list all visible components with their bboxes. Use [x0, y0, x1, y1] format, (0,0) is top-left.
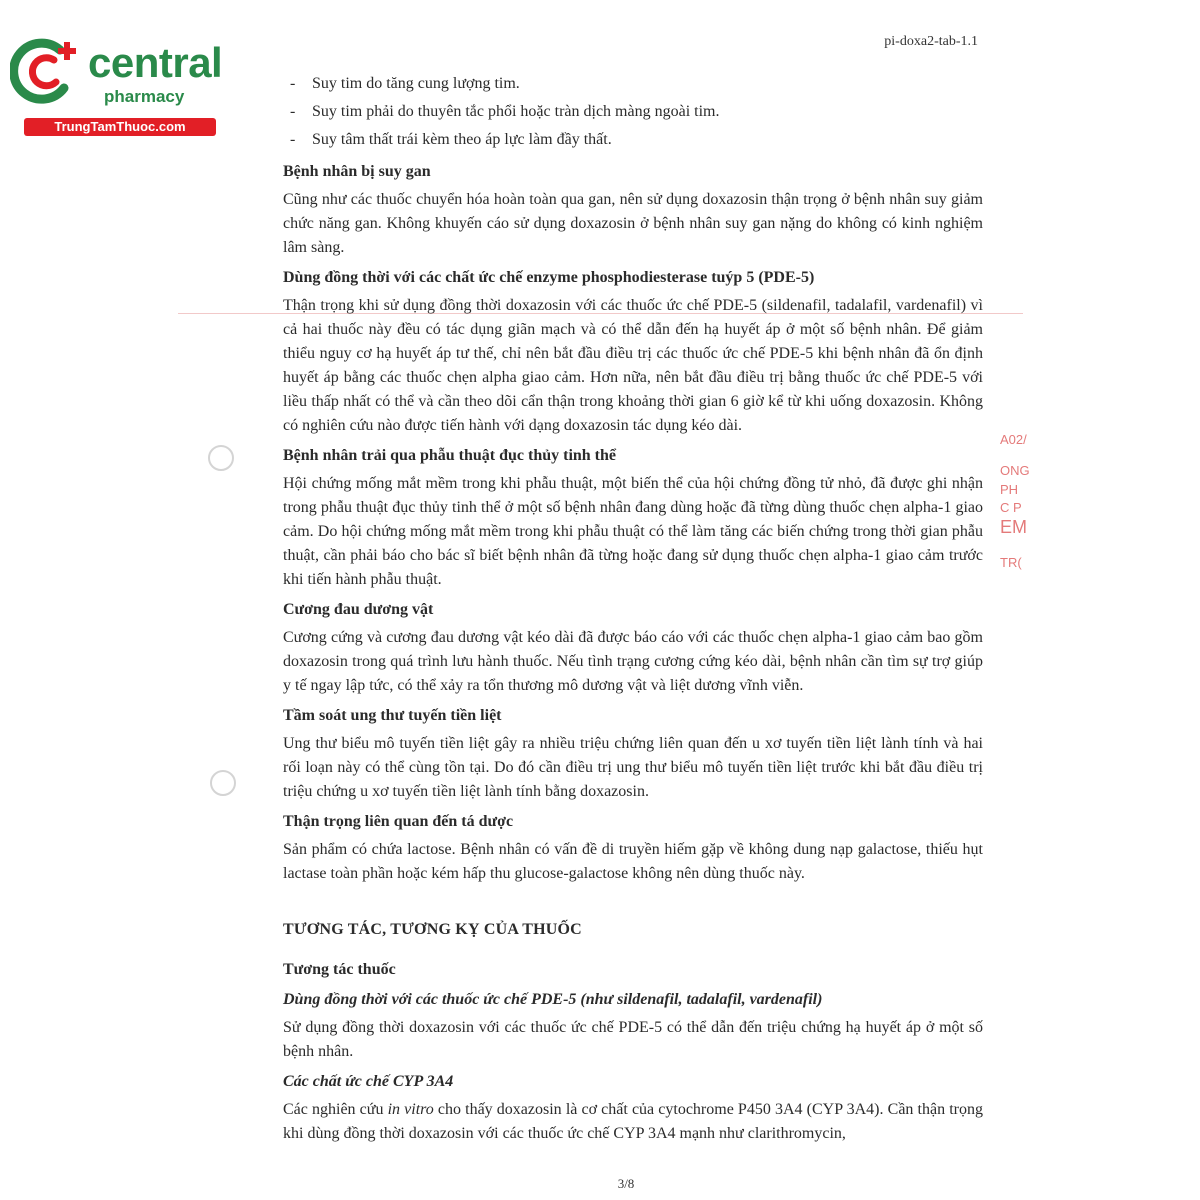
stamp-fragment: TR( [1000, 555, 1022, 570]
logo-brand-subtitle: pharmacy [104, 87, 185, 106]
section-paragraph: Thận trọng khi sử dụng đồng thời doxazosin với các thuốc ức chế PDE-5 (sildenafil, tadalafil, vardenafil) vì cả hai thuốc này đều có tác dụng giãn mạch và có thể dẫn đến hạ huyết áp ở một số bệnh nhân. Để giảm thiểu nguy cơ hạ huyết áp tư thế, chỉ nên bắt đầu điều trị các thuốc ức chế PDE-5 khi bệnh nhân đã ổn định huyết áp bằng các thuốc chẹn alpha giao cảm. Hơn nữa, nên bắt đầu điều trị bằng thuốc ức chế PDE-5 với liều thấp nhất có thể và cần theo dõi cẩn thận trong khoảng thời gian 6 giờ kể từ khi uống doxazosin. Không có nghiên cứu nào được tiến hành với dạng doxazosin tác dụng kéo dài. [283, 297, 983, 434]
section-heading: Bệnh nhân bị suy gan [283, 163, 431, 180]
page-number: 3/8 [617, 1176, 635, 1191]
subsection-heading: Tương tác thuốc [283, 961, 396, 978]
list-item: - Suy tim do tăng cung lượng tim. [290, 75, 520, 92]
central-pharmacy-logo-icon [10, 36, 84, 106]
section-paragraph: Sản phẩm có chứa lactose. Bệnh nhân có vấn đề di truyền hiếm gặp về không dung nạp galactose, thiếu hụt lactase toàn phần hoặc kém hấp thu glucose-galactose không nên dùng thuốc này. [283, 841, 983, 882]
document-body [283, 70, 983, 1146]
section-heading: Tầm soát ung thư tuyến tiền liệt [283, 707, 502, 724]
section-heading: Bệnh nhân trải qua phẫu thuật đục thủy tinh thể [283, 447, 617, 464]
section-heading: Dùng đồng thời với các chất ức chế enzyme phosphodiesterase tuýp 5 (PDE-5) [283, 269, 815, 286]
stamp-fragment: PH [1000, 482, 1019, 497]
section-heading: Thận trọng liên quan đến tá dược [283, 813, 514, 830]
list-item: - Suy tim phải do thuyên tắc phổi hoặc tràn dịch màng ngoài tim. [290, 103, 720, 120]
section-title: TƯƠNG TÁC, TƯƠNG KỴ CỦA THUỐC [283, 921, 582, 938]
section-heading: Cương đau dương vật [283, 601, 434, 618]
logo-brand-name: central [88, 39, 223, 86]
punch-hole [210, 770, 236, 796]
section-paragraph: Hội chứng mống mắt mềm trong khi phẫu thuật, một biến thể của hội chứng đồng tử nhỏ, đã được ghi nhận trong phẫu thuật đục thủy tinh thể ở một số bệnh nhân đang dùng hoặc đã từng dùng thuốc chẹn alpha-1 giao cảm. Do hội chứng mống mắt mềm trong khi phẫu thuật có thể làm tăng các biến chứng trong thời gian phẫu thuật, cần phải báo cho bác sĩ biết bệnh nhân đã từng hoặc đang sử dụng thuốc chẹn alpha-1 giao cảm trước khi tiến hành phẫu thuật. [283, 475, 983, 588]
section-paragraph: Cương cứng và cương đau dương vật kéo dài đã được báo cáo với các thuốc chẹn alpha-1 giao cảm bao gồm doxazosin trong quá trình lưu hành thuốc. Nếu tình trạng cương cứng kéo dài, bệnh nhân cần tìm sự trợ giúp y tế ngay lập tức, có thể xảy ra tổn thương mô dương vật và liệt dương vĩnh viễn. [283, 629, 983, 694]
punch-hole [208, 445, 234, 471]
italic-term: in vitro [387, 1101, 434, 1118]
section-paragraph: Ung thư biểu mô tuyến tiền liệt gây ra nhiều triệu chứng liên quan đến u xơ tuyến tiền liệt lành tính và hai rối loạn này có thể cùng tồn tại. Do đó cần điều trị ung thư biểu mô tuyến tiền liệt trước khi bắt đầu điều trị triệu chứng u xơ tuyến tiền liệt lành tính bằng doxazosin. [283, 735, 983, 800]
document-code: pi-doxa2-tab-1.1 [884, 34, 978, 49]
section-heading: Dùng đồng thời với các thuốc ức chế PDE-5 (như sildenafil, tadalafil, vardenafil) [283, 991, 823, 1008]
section-paragraph: Sử dụng đồng thời doxazosin với các thuốc ức chế PDE-5 có thể dẫn đến triệu chứng hạ huyết áp ở một số bệnh nhân. [283, 1019, 983, 1060]
section-paragraph: Cũng như các thuốc chuyển hóa hoàn toàn qua gan, nên sử dụng doxazosin thận trọng ở bệnh nhân suy giảm chức năng gan. Không khuyến cáo sử dụng doxazosin ở bệnh nhân suy gan nặng do không có kinh nghiệm lâm sàng. [283, 191, 983, 256]
stamp-fragment: EM [1000, 517, 1027, 537]
pharmacy-logo [10, 36, 223, 136]
stamp-fragment: ONG [1000, 463, 1030, 478]
logo-website: TrungTamThuoc.com [24, 118, 216, 136]
stamp-fragment: C P [1000, 500, 1022, 515]
section-heading: Các chất ức chế CYP 3A4 [283, 1073, 454, 1090]
stamp-fragment: A02/ [1000, 432, 1027, 447]
section-paragraph: Các nghiên cứu in vitro cho thấy doxazosin là cơ chất của cytochrome P450 3A4 (CYP 3A4). Cần thận trọng khi dùng đồng thời doxazosin với các thuốc ức chế CYP 3A4 mạnh như clarithromycin, [283, 1101, 983, 1142]
list-item: - Suy tâm thất trái kèm theo áp lực làm đầy thất. [290, 131, 612, 148]
